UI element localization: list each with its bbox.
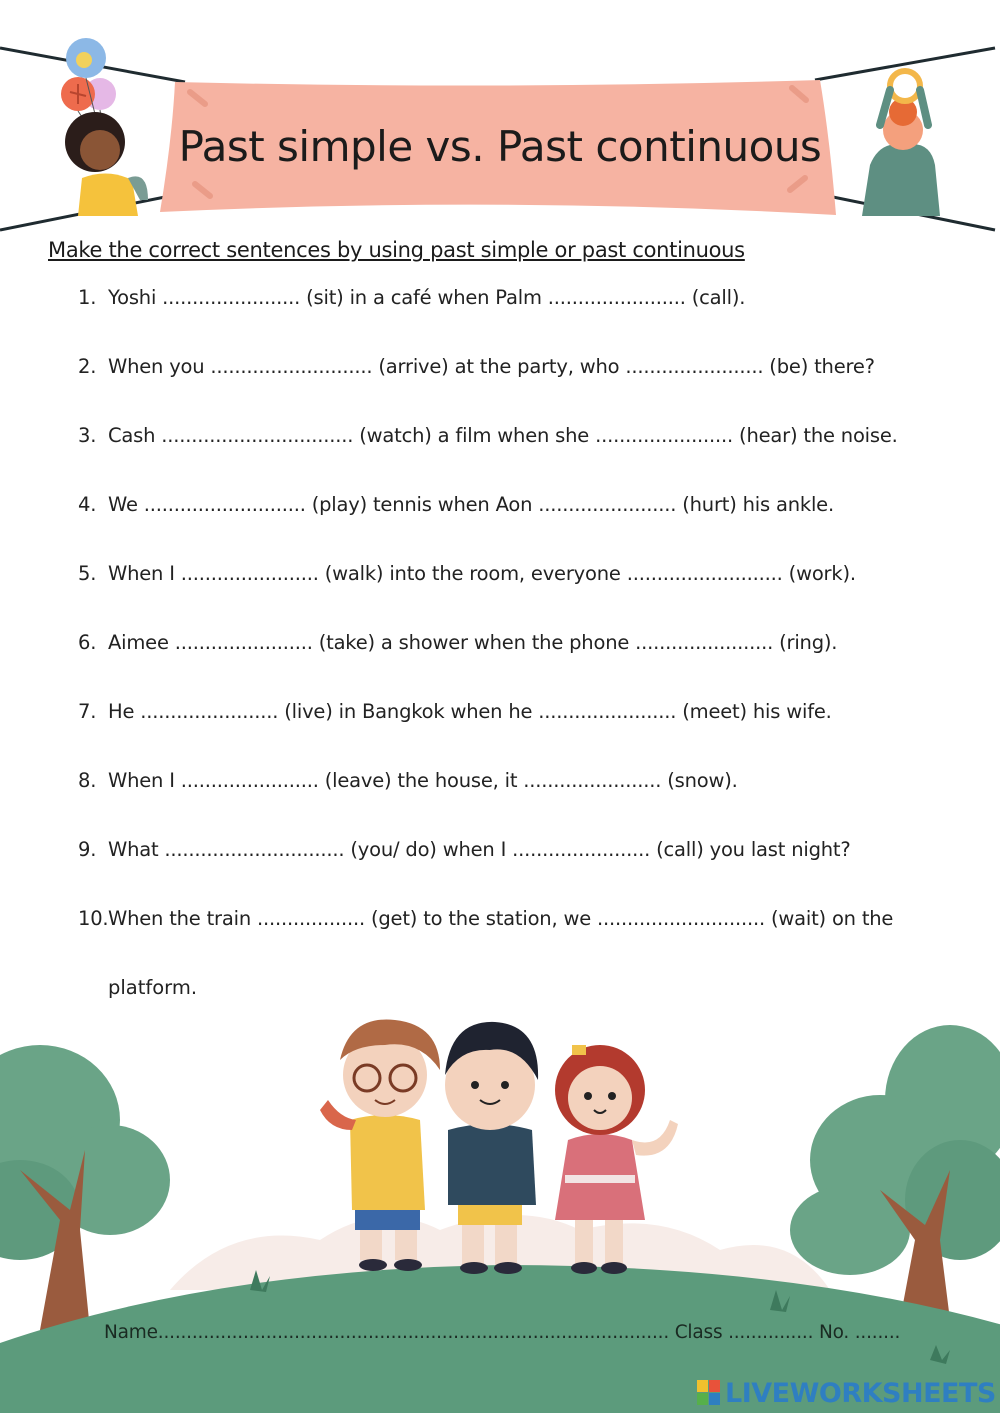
question-10: 10.When the train .................. (get) to the station, we ............................ (wait) on the <box>78 907 894 930</box>
liveworksheets-logo <box>697 1377 996 1409</box>
name-class-no-line: Name.......................................................................................... Class ............... No. ........ <box>104 1322 901 1343</box>
question-3: 3. Cash ................................ (watch) a film when she ....................... (hear) the noise. <box>78 424 898 447</box>
question-4: 4. We ........................... (play) tennis when Aon ....................... (hurt) his ankle. <box>78 493 834 516</box>
question-2: 2. When you ........................... (arrive) at the party, who ....................... (be) there? <box>78 355 875 378</box>
title-banner <box>0 0 1000 240</box>
kids-landscape-illustration <box>0 1000 1000 1413</box>
question-9: 9. What .............................. (you/ do) when I ....................... (call) you last night? <box>78 838 851 861</box>
question-7: 7. He ....................... (live) in Bangkok when he ....................... (meet) his wife. <box>78 700 832 723</box>
instruction-text: Make the correct sentences by using past simple or past continuous <box>48 238 745 262</box>
question-6: 6. Aimee ....................... (take) a shower when the phone ....................... (ring). <box>78 631 838 654</box>
logo-badge-icon <box>697 1380 721 1406</box>
page-title: Past simple vs. Past continuous <box>178 122 822 171</box>
question-10-continuation: platform. <box>108 976 198 999</box>
question-5: 5. When I ....................... (walk) into the room, everyone .......................... (work). <box>78 562 856 585</box>
question-1: 1. Yoshi ....................... (sit) in a café when Palm ....................... (call). <box>78 286 746 309</box>
question-8: 8. When I ....................... (leave) the house, it ....................... (snow). <box>78 769 738 792</box>
logo-text: LIVEWORKSHEETS <box>725 1377 996 1409</box>
